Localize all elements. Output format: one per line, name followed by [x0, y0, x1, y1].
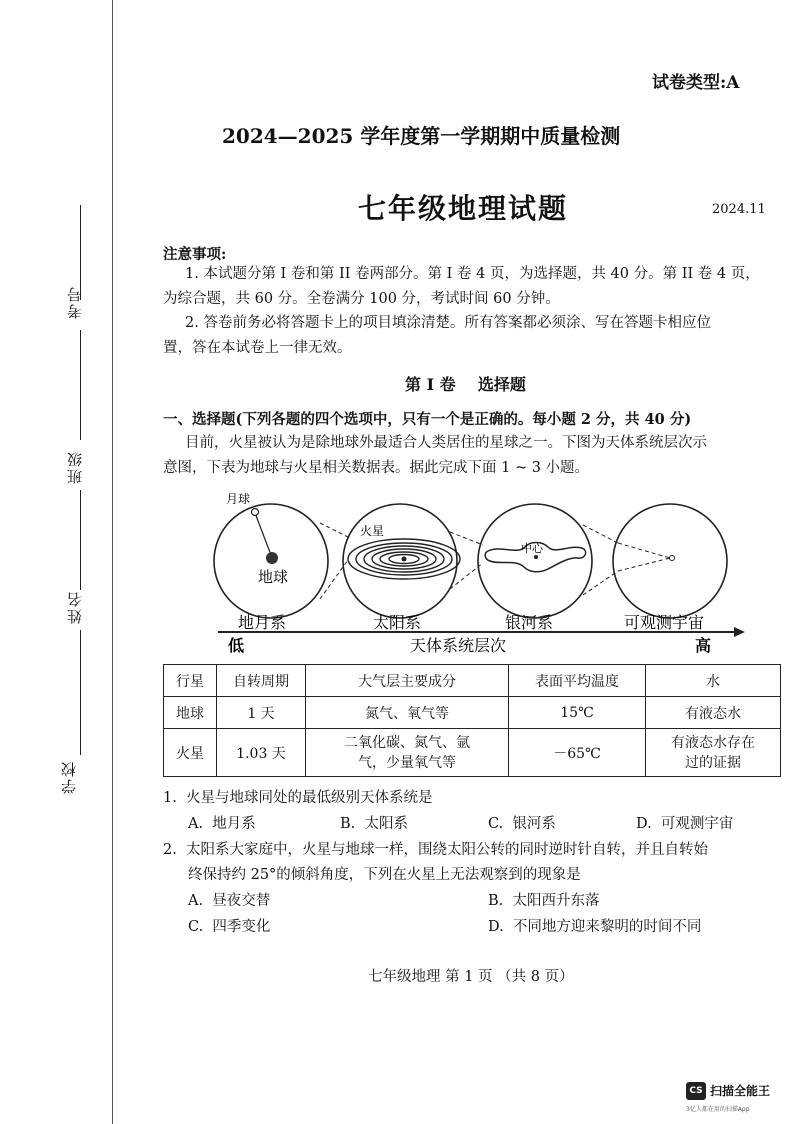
margin-line-3 — [80, 490, 81, 590]
part-one-instructions: 一、选择题(下列各题的四个选项中，只有一个是正确的。每小题 2 分，共 40 分) — [163, 411, 692, 428]
intro-line-1: 目前，火星被认为是除地球外最适合人类居住的星球之一。下图为天体系统层次示 — [185, 435, 707, 451]
scanner-logo-icon: CS — [686, 1082, 706, 1100]
section-title: 第 I 卷 选择题 — [405, 375, 526, 394]
table-cell: 二氧化碳、氮气、氩气，少量氧气等 — [306, 729, 509, 777]
table-row — [164, 729, 781, 777]
axis-arrow — [734, 627, 745, 637]
table-cell: 有液态水 — [646, 697, 781, 729]
question-1-option-b: B. 太阳系 — [340, 816, 408, 832]
margin-exam-no-label: 考号 — [66, 285, 84, 319]
table-cell: 有液态水存在过的证据 — [646, 729, 781, 777]
axis-low-label: 低 — [228, 636, 245, 655]
system-label-solar: 太阳系 — [373, 613, 422, 632]
question-1-option-d: D. 可观测宇宙 — [636, 816, 734, 832]
notes-line-2b: 置，答在本试卷上一律无效。 — [163, 340, 352, 356]
system-label-galaxy: 银河系 — [505, 613, 554, 632]
margin-school-label: 学校 — [60, 760, 78, 794]
moon-dot — [252, 509, 259, 516]
question-2-option-a: A. 昼夜交替 — [188, 893, 271, 909]
question-2-option-d: D. 不同地方迎来黎明的时间不同 — [488, 919, 702, 935]
earth-label: 地球 — [258, 568, 289, 586]
table-row — [164, 697, 781, 729]
margin-line-4 — [80, 630, 81, 755]
planet-data-table — [163, 664, 781, 777]
earth-dot — [266, 552, 278, 564]
margin-class-label: 班级 — [66, 450, 84, 484]
question-2-option-b: B. 太阳西升东落 — [488, 893, 600, 909]
celestial-system-diagram — [200, 485, 760, 660]
system-label-universe: 可观测宇宙 — [624, 613, 705, 632]
table-header-cell: 自转周期 — [217, 665, 306, 697]
table-header-cell: 行星 — [164, 665, 217, 697]
notes-line-1: 1. 本试题分第 I 卷和第 II 卷两部分。第 I 卷 4 页，为选择题，共 40 分。第 II 卷 4 页， — [185, 266, 760, 282]
intro-line-2: 意图，下表为地球与火星相关数据表。据此完成下面 1 ~ 3 小题。 — [163, 460, 590, 476]
margin-line-2 — [80, 330, 81, 440]
question-1-option-c: C. 银河系 — [488, 816, 556, 832]
notes-title: 注意事项: — [163, 246, 227, 263]
notes-line-2: 2. 答卷前务必将答题卡上的项目填涂清楚。所有答案都必须涂、写在答题卡相应位 — [185, 315, 711, 331]
exam-date: 2024.11 — [712, 202, 766, 217]
table-header-cell: 大气层主要成分 — [306, 665, 509, 697]
question-2-stem: 2. 太阳系大家庭中，火星与地球一样，围绕太阳公转的同时逆时针自转，并且自转始 — [163, 842, 709, 858]
paper-type: 试卷类型:A — [652, 73, 740, 93]
binding-line — [112, 0, 113, 1124]
table-cell: －65℃ — [509, 729, 646, 777]
solar-system-circle — [343, 504, 457, 618]
universe-circle — [613, 504, 727, 618]
table-header-cell: 表面平均温度 — [509, 665, 646, 697]
table-cell: 15℃ — [509, 697, 646, 729]
universe-point — [670, 556, 675, 561]
axis-high-label: 高 — [695, 636, 712, 655]
notes-line-1b: 为综合题，共 60 分。全卷满分 100 分，考试时间 60 分钟。 — [163, 291, 560, 307]
moon-label: 月球 — [226, 492, 251, 506]
table-header-cell: 水 — [646, 665, 781, 697]
axis-title: 天体系统层次 — [410, 636, 507, 655]
mars-label: 火星 — [360, 524, 385, 538]
scanner-tagline: 3亿人都在用的扫描App — [686, 1106, 750, 1113]
sun-dot — [402, 557, 407, 562]
galaxy-center-dot — [534, 555, 538, 559]
scanner-app-name: 扫描全能王 — [710, 1084, 771, 1098]
question-1-option-a: A. 地月系 — [188, 816, 256, 832]
question-1-stem: 1. 火星与地球同处的最低级别天体系统是 — [163, 790, 433, 806]
galaxy-center-label: 中心 — [521, 542, 543, 555]
table-cell: 1.03 天 — [217, 729, 306, 777]
table-cell: 火星 — [164, 729, 217, 777]
system-label-earth-moon: 地月系 — [238, 613, 287, 632]
table-header-row — [164, 665, 781, 697]
page-footer: 七年级地理 第 1 页 （共 8 页） — [368, 969, 574, 985]
table-cell: 地球 — [164, 697, 217, 729]
margin-name-label: 姓名 — [66, 590, 84, 624]
question-2-stem-continued: 终保持约 25°的倾斜角度，下列在火星上无法观察到的现象是 — [188, 867, 581, 883]
exam-title: 2024—2025 学年度第一学期期中质量检测 — [222, 124, 621, 148]
table-cell: 氮气、氧气等 — [306, 697, 509, 729]
table-cell: 1 天 — [217, 697, 306, 729]
subject-title: 七年级地理试题 — [358, 192, 569, 225]
question-2-option-c: C. 四季变化 — [188, 919, 271, 935]
